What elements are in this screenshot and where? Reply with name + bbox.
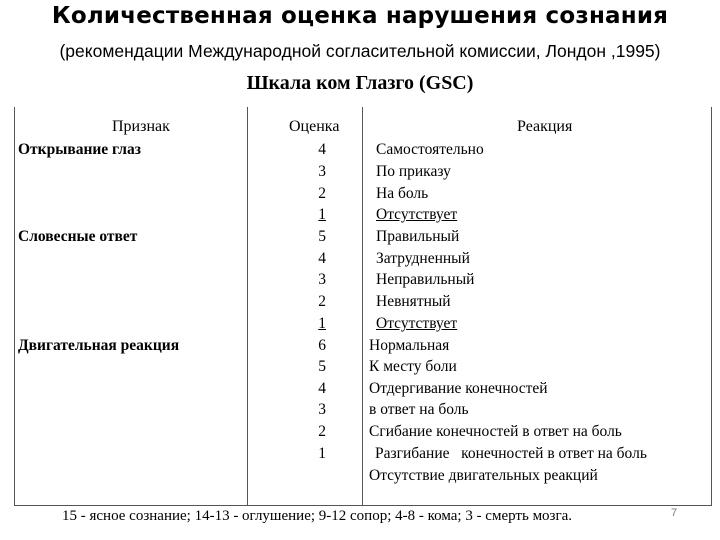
score-cell: 2 xyxy=(318,185,326,202)
response-cell: Отдергивание конечностей xyxy=(369,380,548,397)
score-cell: 5 xyxy=(318,228,326,245)
score-cell: 3 xyxy=(318,271,326,288)
score-cell: 2 xyxy=(318,423,326,440)
response-cell: Самостоятельно xyxy=(376,141,484,158)
footer-note: 15 - ясное сознание; 14-13 - оглушение; 9-12 сопор; 4-8 - кома; 3 - смерть мозга. xyxy=(62,508,573,524)
response-cell: На боль xyxy=(376,185,429,202)
score-cell: 5 xyxy=(318,358,326,375)
score-cell: 4 xyxy=(318,380,326,397)
category-eyes: Открывание глаз xyxy=(18,141,141,158)
score-cell: 1 xyxy=(318,315,326,332)
response-cell: По приказу xyxy=(376,163,451,180)
response-cell: Разгибание конечностей в ответ на боль xyxy=(375,445,647,462)
page-number: 7 xyxy=(671,507,678,519)
response-cell: Невнятный xyxy=(376,293,451,310)
slide-title: Количественная оценка нарушения сознания xyxy=(51,3,669,29)
score-cell: 4 xyxy=(318,250,326,267)
header-sign: Признак xyxy=(112,118,170,135)
response-cell: К месту боли xyxy=(369,358,457,375)
column-divider xyxy=(362,107,363,506)
response-cell: Отсутствует xyxy=(376,315,458,332)
response-cell: Правильный xyxy=(376,228,460,245)
scale-title: Шкала ком Глазго (GSC) xyxy=(246,72,474,94)
score-cell: 3 xyxy=(318,163,326,180)
response-cell: Нормальная xyxy=(369,337,450,354)
column-divider xyxy=(247,107,248,506)
score-cell: 4 xyxy=(318,141,326,158)
response-cell: Сгибание конечностей в ответ на боль xyxy=(369,423,622,440)
response-cell: Неправильный xyxy=(376,271,475,288)
score-cell: 1 xyxy=(318,445,326,462)
slide-subtitle: (рекомендации Международной согласительной комиссии, Лондон ,1995) xyxy=(59,41,661,61)
response-cell: Отсутствие двигательных реакций xyxy=(369,467,598,484)
response-cell: в ответ на боль xyxy=(369,401,469,418)
score-cell: 6 xyxy=(318,337,326,354)
score-cell: 3 xyxy=(318,401,326,418)
response-cell: Отсутствует xyxy=(376,206,458,223)
header-score: Оценка xyxy=(289,118,340,135)
score-cell: 2 xyxy=(318,293,326,310)
score-cell: 1 xyxy=(318,206,326,223)
category-verbal: Словесные ответ xyxy=(18,228,138,245)
response-cell: Затрудненный xyxy=(376,250,470,267)
header-response: Реакция xyxy=(517,118,573,135)
category-motor: Двигательная реакция xyxy=(18,337,180,354)
